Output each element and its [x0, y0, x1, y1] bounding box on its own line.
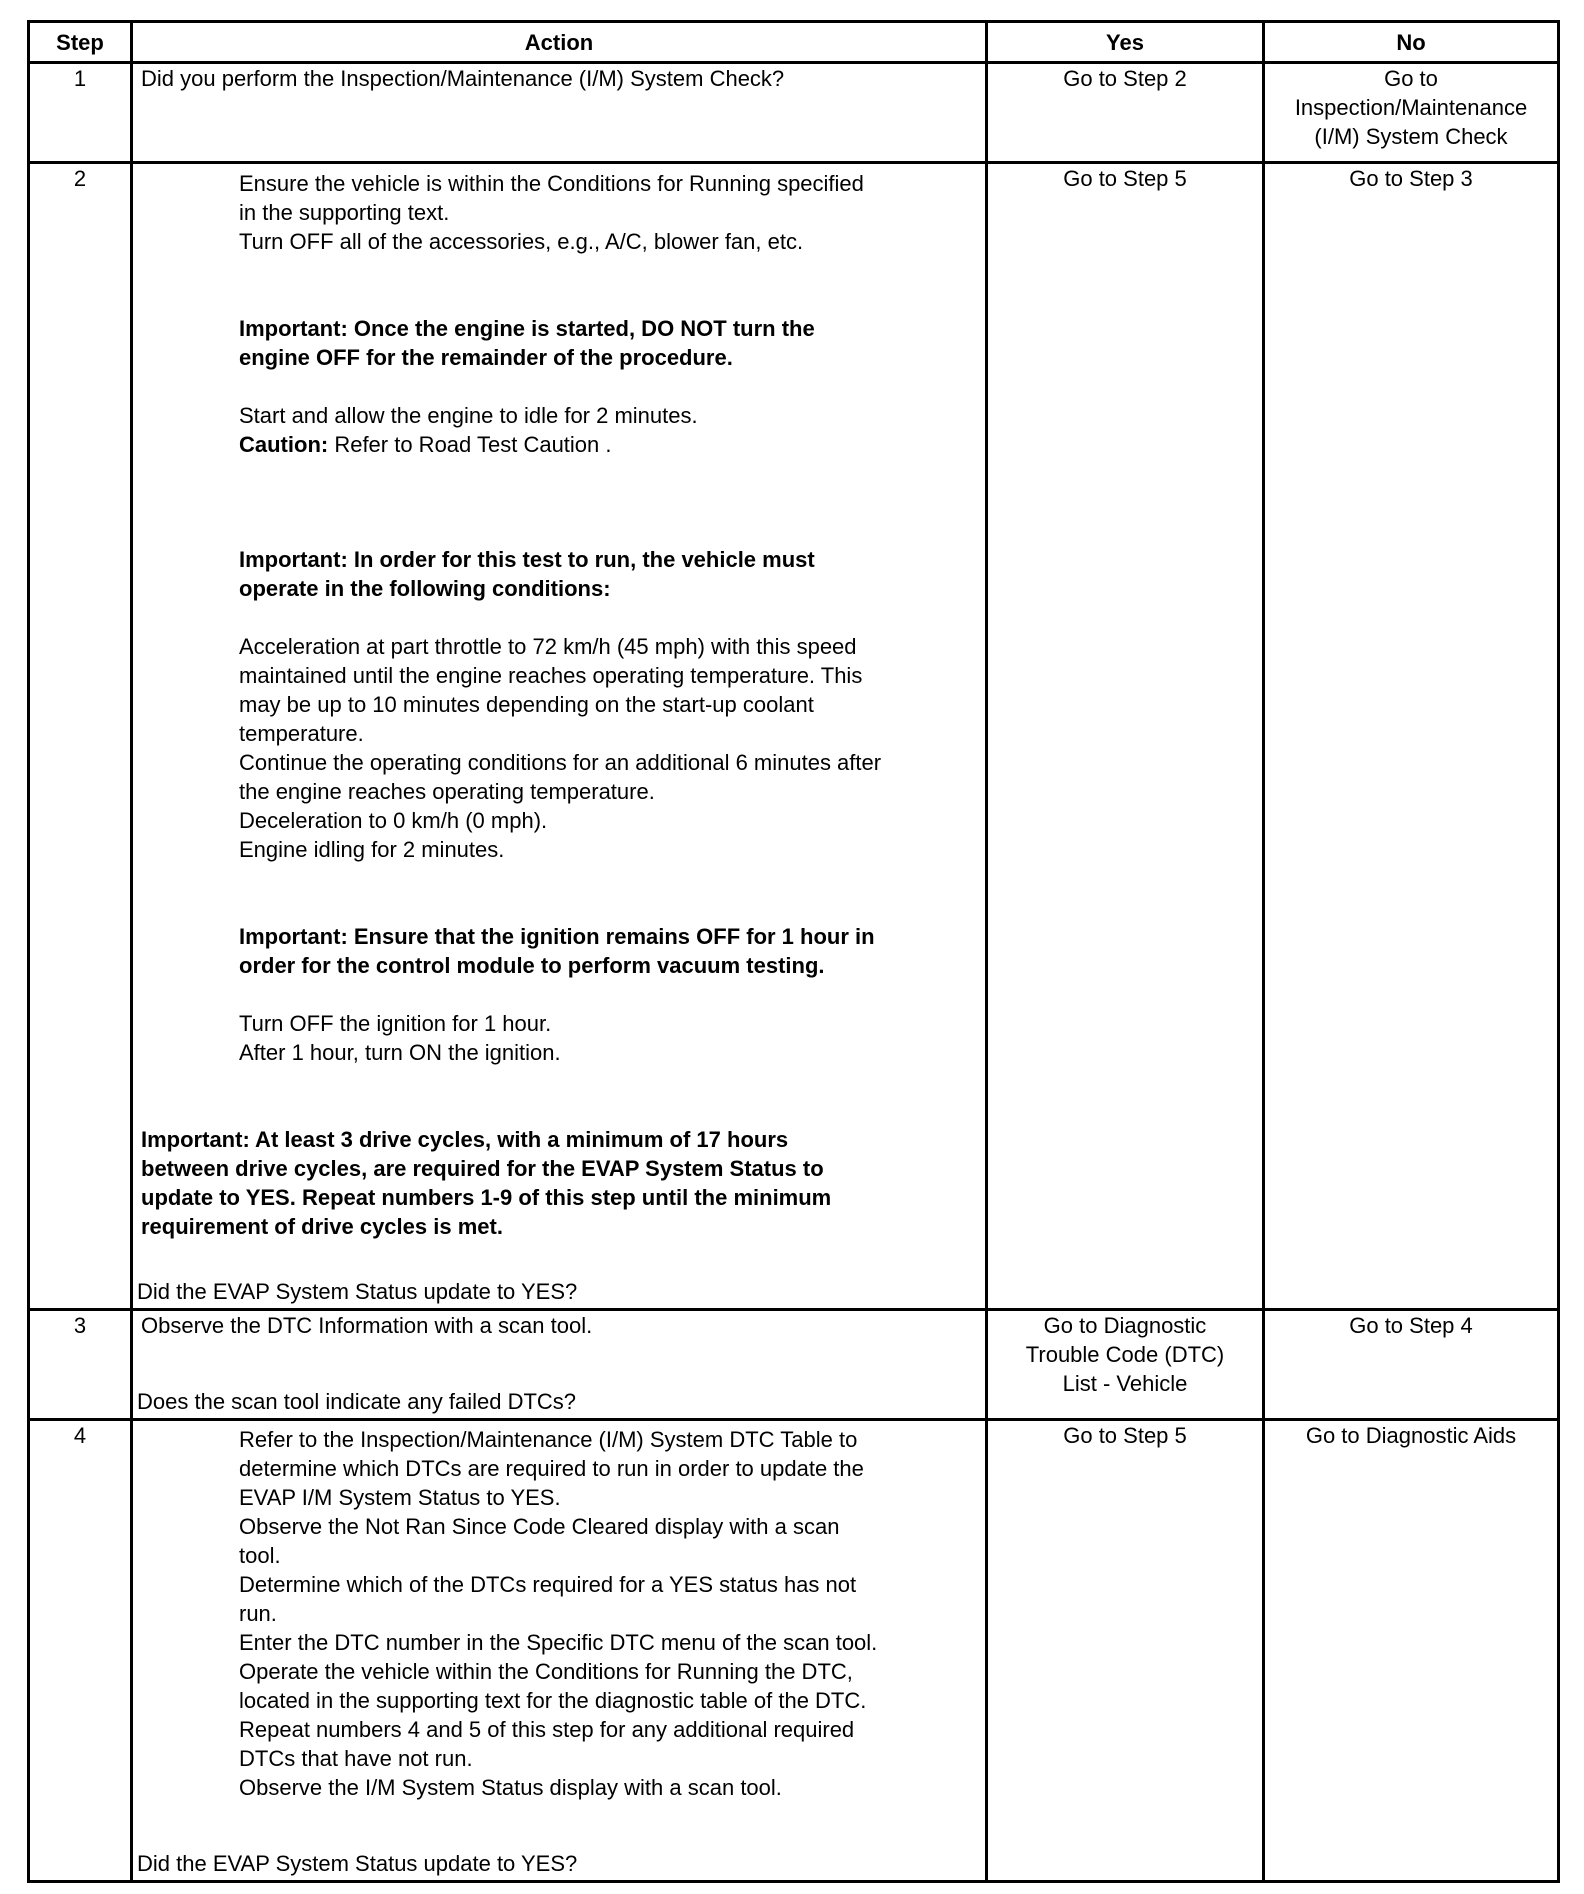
action-cell: [132, 1310, 987, 1420]
action-cell: [132, 63, 987, 163]
important-note: operate in the following conditions:: [239, 576, 611, 601]
action-line: Enter the DTC number in the Specific DTC menu of the scan tool.: [239, 1630, 878, 1655]
step-number: 3: [29, 1310, 132, 1420]
important-note: Important: Ensure that the ignition remains OFF for 1 hour in: [239, 924, 875, 949]
no-cell: Go to Step 3: [1264, 163, 1559, 1310]
important-note: engine OFF for the remainder of the procedure.: [239, 345, 733, 370]
action-line: EVAP I/M System Status to YES.: [239, 1485, 561, 1510]
action-line: Refer to the Inspection/Maintenance (I/M) System DTC Table to: [239, 1427, 858, 1452]
yes-cell: Go to Step 5: [987, 1420, 1264, 1882]
action-line: Ensure the vehicle is within the Conditions for Running specified: [239, 171, 864, 196]
step-row-4: [29, 1420, 1559, 1882]
action-line: located in the supporting text for the diagnostic table of the DTC.: [239, 1688, 867, 1713]
action-line: After 1 hour, turn ON the ignition.: [239, 1040, 561, 1065]
action-line: Start and allow the engine to idle for 2 minutes.: [239, 403, 698, 428]
header-action: Action: [132, 22, 987, 63]
action-line: determine which DTCs are required to run in order to update the: [239, 1456, 864, 1481]
condition-line: Acceleration at part throttle to 72 km/h (45 mph) with this speed: [239, 634, 857, 659]
step-row-1: [29, 63, 1559, 163]
action-line: Determine which of the DTCs required for a YES status has not: [239, 1572, 857, 1597]
no-cell: Go to Diagnostic Aids: [1264, 1420, 1559, 1882]
caution-line: [137, 430, 981, 459]
no-line: Inspection/Maintenance: [1294, 95, 1528, 120]
action-line: run.: [239, 1601, 277, 1626]
action-line: Operate the vehicle within the Conditions for Running the DTC,: [239, 1659, 853, 1684]
yes-cell: [987, 1310, 1264, 1420]
no-line: (I/M) System Check: [1314, 124, 1508, 149]
step-number: 1: [29, 63, 132, 163]
action-line: Observe the I/M System Status display with a scan tool.: [239, 1775, 782, 1800]
action-line: in the supporting text.: [239, 200, 450, 225]
condition-line: maintained until the engine reaches operating temperature. This: [239, 663, 863, 688]
action-line: Repeat numbers 4 and 5 of this step for any additional required: [239, 1717, 855, 1742]
yes-cell: Go to Step 5: [987, 163, 1264, 1310]
step-number: 4: [29, 1420, 132, 1882]
important-note: Important: In order for this test to run, the vehicle must: [239, 547, 815, 572]
question-text: Did you perform the Inspection/Maintenance (I/M) System Check?: [141, 66, 785, 91]
question-text: Did the EVAP System Status update to YES?: [137, 1851, 578, 1876]
action-line: Turn OFF all of the accessories, e.g., A/C, blower fan, etc.: [239, 229, 804, 254]
question-text: Does the scan tool indicate any failed DTCs?: [137, 1389, 577, 1414]
condition-line: Engine idling for 2 minutes.: [239, 837, 505, 862]
question-text: Did the EVAP System Status update to YES?: [137, 1279, 578, 1304]
action-line: DTCs that have not run.: [239, 1746, 473, 1771]
action-line: Observe the DTC Information with a scan tool.: [141, 1313, 593, 1338]
condition-line: Continue the operating conditions for an additional 6 minutes after: [239, 750, 882, 775]
step-number: 2: [29, 163, 132, 1310]
header-row: [29, 22, 1559, 63]
header-no: No: [1264, 22, 1559, 63]
diagnostic-table: [27, 20, 1560, 1883]
yes-line: Go to Diagnostic: [1043, 1313, 1207, 1338]
action-line: Turn OFF the ignition for 1 hour.: [239, 1011, 552, 1036]
header-yes: Yes: [987, 22, 1264, 63]
important-note: order for the control module to perform vacuum testing.: [239, 953, 825, 978]
yes-line: Trouble Code (DTC): [1025, 1342, 1225, 1367]
condition-line: may be up to 10 minutes depending on the start-up coolant: [239, 692, 814, 717]
action-line: Observe the Not Ran Since Code Cleared display with a scan: [239, 1514, 840, 1539]
yes-cell: Go to Step 2: [987, 63, 1264, 163]
important-note: Important: At least 3 drive cycles, with a minimum of 17 hours: [141, 1127, 789, 1152]
important-note: between drive cycles, are required for the EVAP System Status to: [141, 1156, 824, 1181]
action-cell: [132, 163, 987, 1310]
important-note: update to YES. Repeat numbers 1-9 of this step until the minimum: [141, 1185, 832, 1210]
caution-label: Caution:: [239, 432, 329, 457]
yes-line: List - Vehicle: [1062, 1371, 1188, 1396]
caution-text: Refer to Road Test Caution .: [328, 432, 612, 457]
header-step: Step: [29, 22, 132, 63]
condition-line: temperature.: [239, 721, 364, 746]
action-cell: [132, 1420, 987, 1882]
step-row-2: [29, 163, 1559, 1310]
condition-line: Deceleration to 0 km/h (0 mph).: [239, 808, 548, 833]
no-cell: Go to Step 4: [1264, 1310, 1559, 1420]
no-cell: [1264, 63, 1559, 163]
step-row-3: [29, 1310, 1559, 1420]
no-line: Go to: [1384, 66, 1438, 91]
important-note: Important: Once the engine is started, DO NOT turn the: [239, 316, 815, 341]
condition-line: the engine reaches operating temperature.: [239, 779, 655, 804]
important-note: requirement of drive cycles is met.: [141, 1214, 503, 1239]
action-line: tool.: [239, 1543, 281, 1568]
